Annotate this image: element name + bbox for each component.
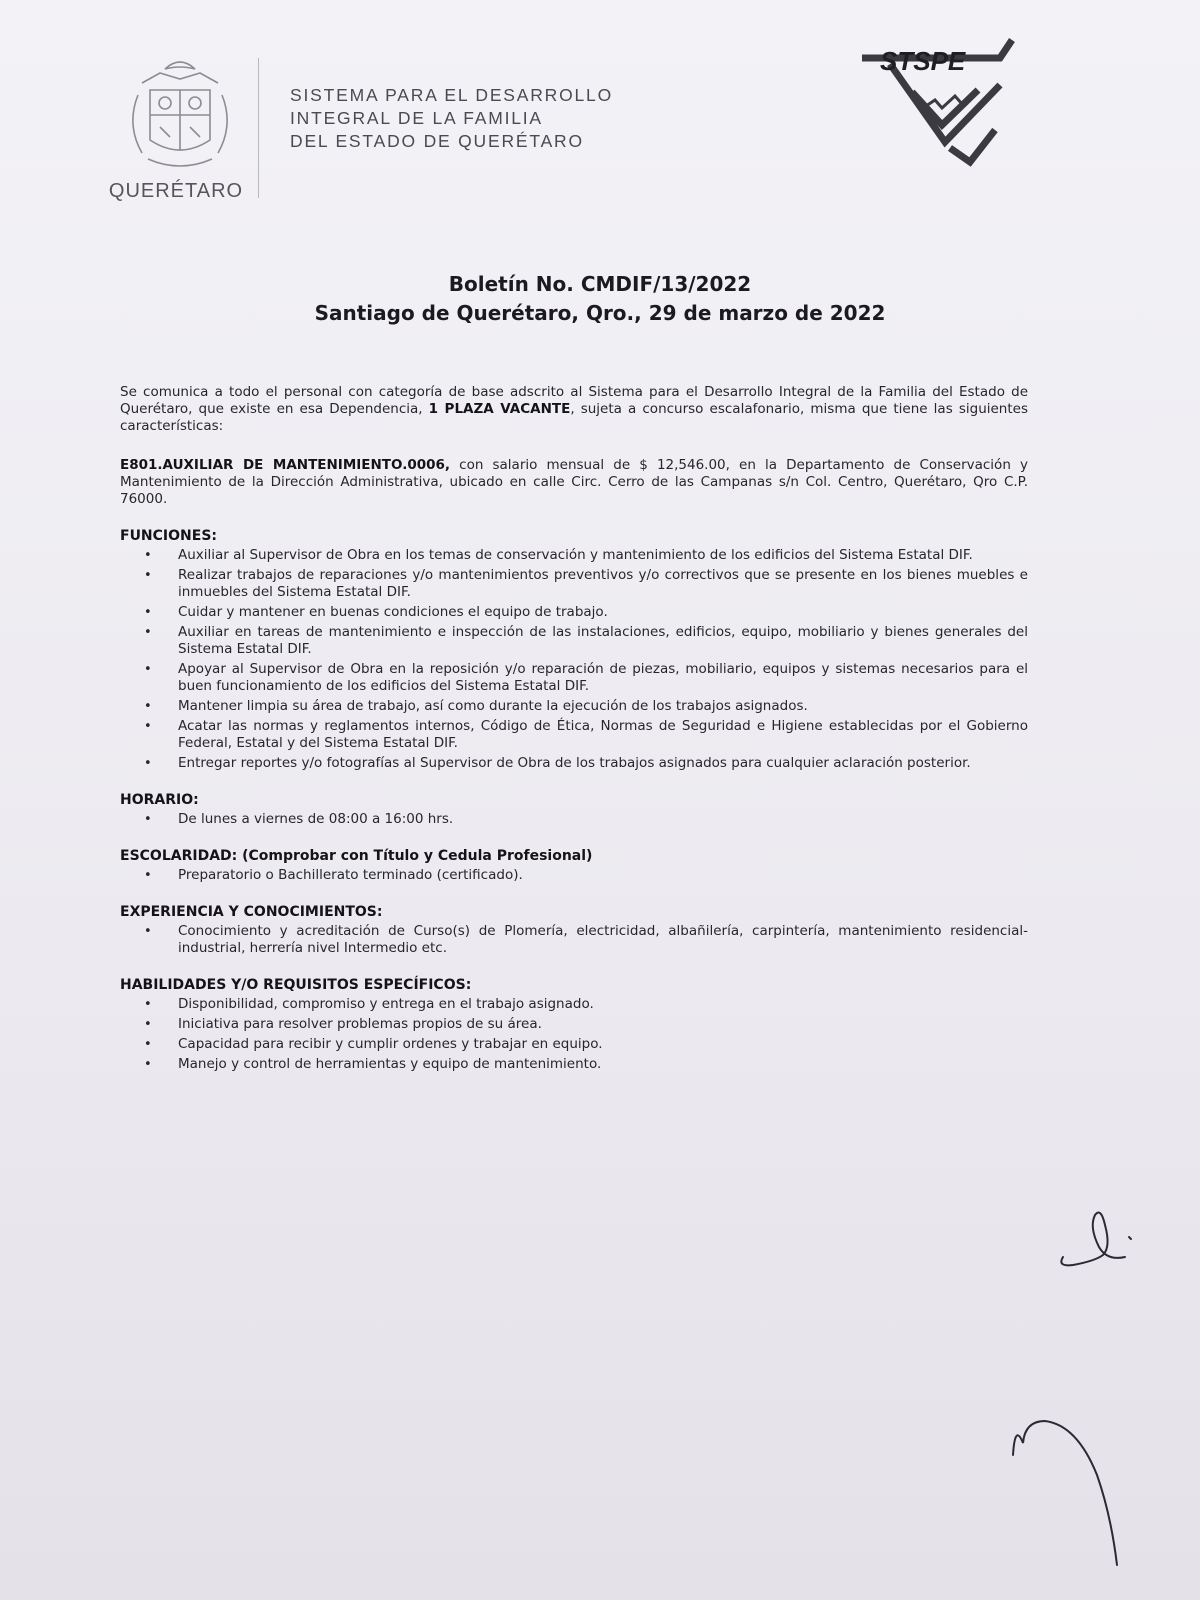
funciones-list xyxy=(120,547,1028,772)
list-item: • Cuidar y mantener en buenas condiciones el equipo de trabajo. xyxy=(178,604,1028,621)
list-item: • Manejo y control de herramientas y equipo de mantenimiento. xyxy=(178,1056,1028,1073)
intro-paragraph xyxy=(120,384,1028,435)
document-title xyxy=(0,270,1200,328)
org-name-line: INTEGRAL DE LA FAMILIA xyxy=(290,108,543,128)
document-body xyxy=(120,384,1028,1093)
section-title: HABILIDADES Y/O REQUISITOS ESPECÍFICOS: xyxy=(120,977,472,993)
organization-name xyxy=(290,84,613,153)
union-logo xyxy=(850,30,1025,170)
section-title: FUNCIONES: xyxy=(120,528,217,544)
section-title: EXPERIENCIA Y CONOCIMIENTOS: xyxy=(120,904,383,920)
list-item: • Conocimiento y acreditación de Curso(s) de Plomería, electricidad, albañilería, carpintería, mantenimiento residencial-industrial, herrería nivel Intermedio etc. xyxy=(178,923,1028,957)
state-coat-of-arms-icon xyxy=(120,55,240,175)
list-item: • Capacidad para recibir y cumplir ordenes y trabajar en equipo. xyxy=(178,1036,1028,1053)
list-item: • De lunes a viernes de 08:00 a 16:00 hrs. xyxy=(178,811,1028,828)
section-experiencia xyxy=(120,904,1028,957)
list-item: • Apoyar al Supervisor de Obra en la reposición y/o reparación de piezas, mobiliario, equipos y sistemas necesarios para el buen funcionamiento de los edificios del Sistema Estatal DIF. xyxy=(178,661,1028,695)
list-item: • Acatar las normas y reglamentos internos, Código de Ética, Normas de Seguridad e Higiene establecidas por el Gobierno Federal, Estatal y del Sistema Estatal DIF. xyxy=(178,718,1028,752)
position-paragraph xyxy=(120,457,1028,508)
bulletin-number: Boletín No. CMDIF/13/2022 xyxy=(448,272,752,296)
list-item: • Preparatorio o Bachillerato terminado (certificado). xyxy=(178,867,1028,884)
letterhead xyxy=(0,0,1200,230)
union-logo-text: STSPE xyxy=(880,46,966,76)
section-funciones xyxy=(120,528,1028,772)
vacancy-count: 1 PLAZA VACANTE xyxy=(428,401,571,417)
place-and-date: Santiago de Querétaro, Qro., 29 de marzo de 2022 xyxy=(314,301,886,325)
intro-text: Se comunica a todo el personal con categoría de base adscrito al Sistema para el Desarrollo Integral de la Familia del Estado de Querétaro, que existe en esa Dependencia, xyxy=(120,384,1028,417)
handwritten-signature xyxy=(1005,1415,1135,1575)
section-escolaridad xyxy=(120,848,1028,884)
handwritten-initial xyxy=(1055,1195,1145,1275)
section-title: ESCOLARIDAD: (Comprobar con Título y Cedula Profesional) xyxy=(120,848,593,864)
list-item: • Entregar reportes y/o fotografías al Supervisor de Obra de los trabajos asignados para cualquier aclaración posterior. xyxy=(178,755,1028,772)
org-name-line: DEL ESTADO DE QUERÉTARO xyxy=(290,131,584,151)
list-item: • Mantener limpia su área de trabajo, así como durante la ejecución de los trabajos asignados. xyxy=(178,698,1028,715)
list-item: • Auxiliar en tareas de mantenimiento e inspección de las instalaciones, edificios, equipo, mobiliario y bienes generales del Sistema Estatal DIF. xyxy=(178,624,1028,658)
list-item: • Auxiliar al Supervisor de Obra en los temas de conservación y mantenimiento de los edificios del Sistema Estatal DIF. xyxy=(178,547,1028,564)
header-divider xyxy=(258,58,259,198)
list-item: • Disponibilidad, compromiso y entrega en el trabajo asignado. xyxy=(178,996,1028,1013)
position-code: E801.AUXILIAR DE MANTENIMIENTO.0006, xyxy=(120,457,451,473)
state-name: QUERÉTARO xyxy=(108,180,244,202)
section-horario xyxy=(120,792,1028,828)
list-item: • Realizar trabajos de reparaciones y/o mantenimientos preventivos y/o correctivos que se presente en los bienes muebles e inmuebles del Sistema Estatal DIF. xyxy=(178,567,1028,601)
experiencia-list xyxy=(120,923,1028,957)
intro-text-end: , sujeta a concurso escalafonario, misma que tiene las siguientes características: xyxy=(120,401,1028,434)
habilidades-list xyxy=(120,996,1028,1073)
section-title: HORARIO: xyxy=(120,792,199,808)
escolaridad-list xyxy=(120,867,1028,884)
list-item: • Iniciativa para resolver problemas propios de su área. xyxy=(178,1016,1028,1033)
org-name-line: SISTEMA PARA EL DESARROLLO xyxy=(290,85,614,105)
position-details: con salario mensual de $ 12,546.00, en la Departamento de Conservación y Mantenimiento de la Dirección Administrativa, ubicado en calle Circ. Cerro de las Campanas s/n Col. Centro, Querétaro, Qro C.P. 76000. xyxy=(120,457,1028,507)
section-habilidades xyxy=(120,977,1028,1073)
horario-list xyxy=(120,811,1028,828)
